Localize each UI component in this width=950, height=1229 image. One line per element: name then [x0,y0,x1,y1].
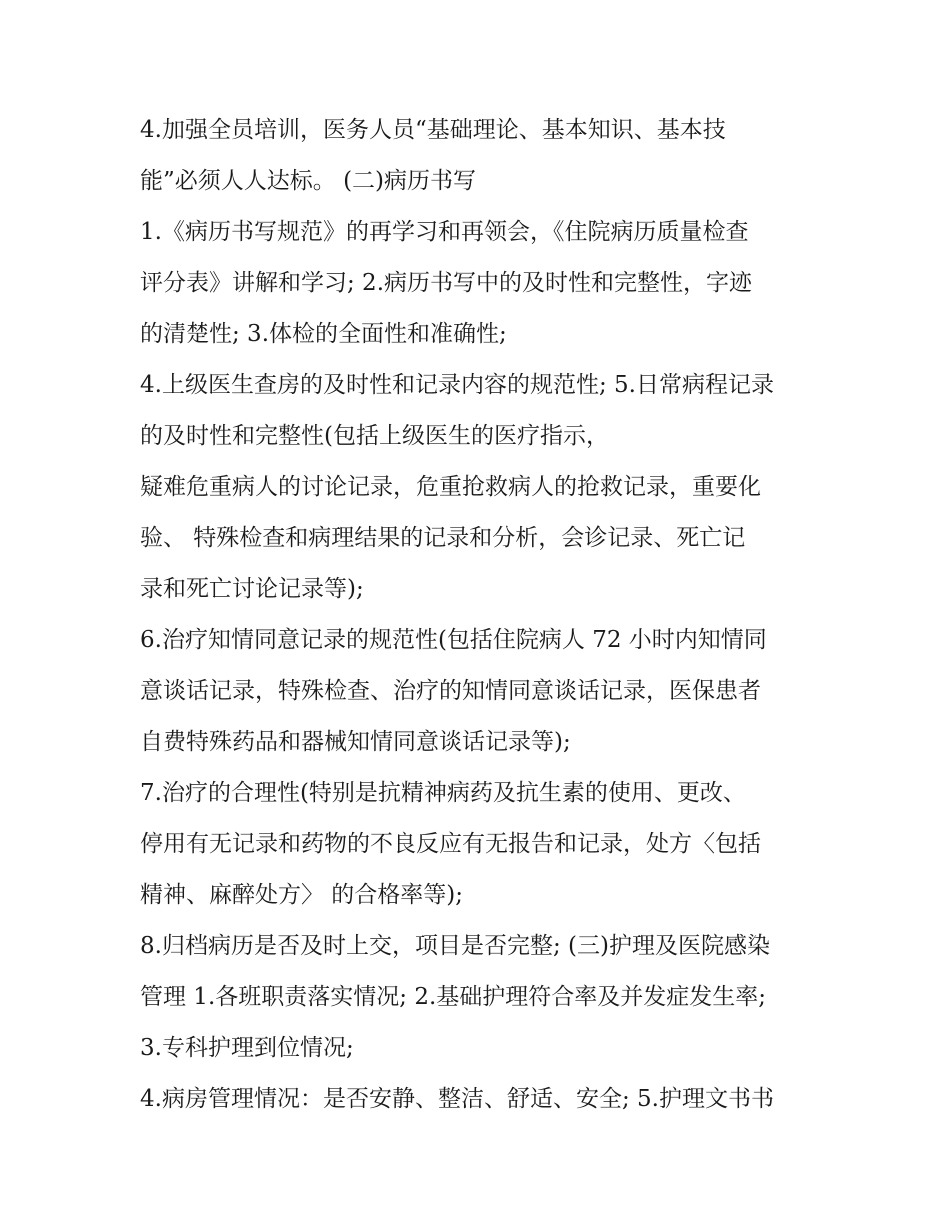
text-line: 意谈话记录，特殊检查、治疗的知情同意谈话记录，医保患者 [140,678,761,704]
text-line: 疑难危重病人的讨论记录，危重抢救病人的抢救记录，重要化 [140,474,761,500]
text-line: 8.归档病历是否及时上交，项目是否完整; (三)护理及医院感染 [140,933,770,959]
text-line: 的清楚性; 3.体检的全面性和准确性; [140,321,507,347]
text-line: 6.治疗知情同意记录的规范性(包括住院病人 72 小时内知情同 [140,627,767,653]
text-line: 评分表》讲解和学习; 2.病历书写中的及时性和完整性，字迹 [140,270,753,296]
text-line: 4.上级医生查房的及时性和记录内容的规范性; 5.日常病程记录 [140,372,774,398]
text-line: 停用有无记录和药物的不良反应有无报告和记录，处方〈包括 [140,831,761,857]
text-line: 精神、麻醉处方〉 的合格率等); [140,882,464,908]
text-line: 4.病房管理情况：是否安静、整洁、舒适、安全; 5.护理文书书 [140,1086,774,1112]
text-line: 4.加强全员培训，医务人员“基础理论、基本知识、基本技 [140,117,726,143]
text-line: 7.治疗的合理性(特别是抗精神病药及抗生素的使用、更改、 [140,780,746,806]
text-line: 能”必须人人达标。 (二)病历书写 [140,168,477,194]
text-line: 录和死亡讨论记录等); [140,576,364,602]
text-line: 自费特殊药品和器械知情同意谈话记录等); [140,729,571,755]
text-line: 3.专科护理到位情况; [140,1035,354,1061]
text-line: 1.《病历书写规范》的再学习和再领会，《住院病历质量检查 [140,219,749,245]
text-line: 管理 1.各班职责落实情况; 2.基础护理符合率及并发症发生率; [140,984,767,1010]
document-body [140,108,830,1128]
text-line: 的及时性和完整性(包括上级医生的医疗指示， [140,423,609,449]
text-line: 验、 特殊检查和病理结果的记录和分析，会诊记录、死亡记 [140,525,746,551]
